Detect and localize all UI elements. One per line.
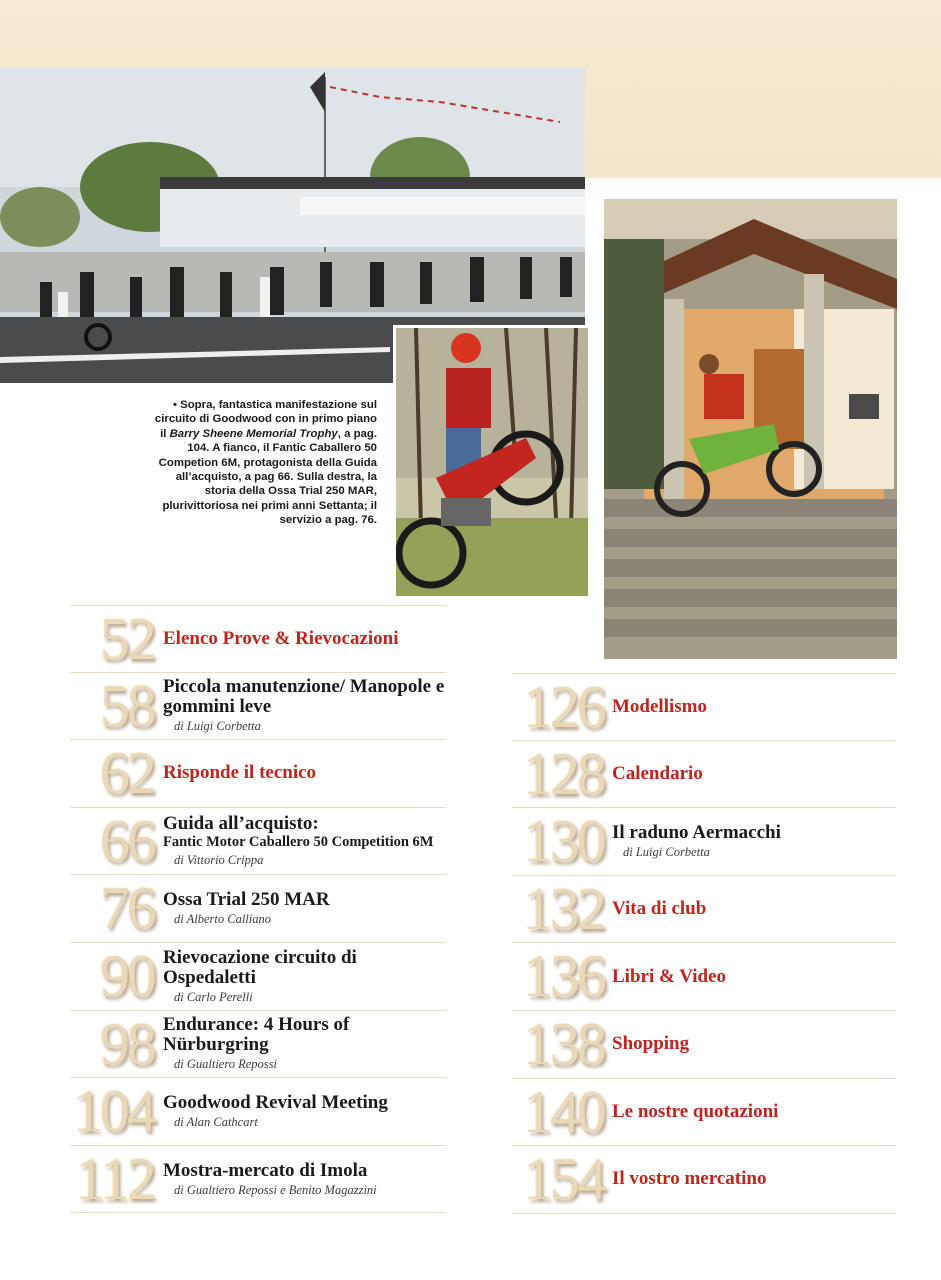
toc-entry[interactable] xyxy=(70,1011,446,1079)
entry-text xyxy=(612,876,896,943)
page-number: 132 xyxy=(523,875,604,942)
caption-italic: Barry Sheene Memorial Trophy xyxy=(169,427,338,440)
page-number: 140 xyxy=(523,1078,604,1145)
page-number: 58 xyxy=(100,672,154,739)
entry-author: di Vittorio Crippa xyxy=(174,853,264,868)
entry-text xyxy=(612,1011,896,1078)
entry-text xyxy=(612,1146,896,1213)
entry-author: di Carlo Perelli xyxy=(174,989,253,1004)
entry-title: Shopping xyxy=(612,1033,690,1055)
page-number: 90 xyxy=(100,942,154,1009)
entry-text xyxy=(163,808,446,875)
entry-text xyxy=(163,673,446,740)
entry-text xyxy=(163,1011,446,1078)
page-number: 52 xyxy=(100,606,154,672)
entry-title: Elenco Prove & Rievocazioni xyxy=(163,627,399,649)
toc-right-column xyxy=(512,673,896,1214)
entry-title: Endurance: 4 Hours of Nürburgring xyxy=(163,1014,350,1056)
entry-title: Modellismo xyxy=(612,695,707,717)
toc-entry[interactable] xyxy=(70,1146,446,1214)
toc-entry[interactable] xyxy=(512,1146,896,1214)
entry-subtitle: Fantic Motor Caballero 50 Competition 6M xyxy=(163,834,434,851)
entry-title: Rievocazione circuito di Ospedaletti xyxy=(163,946,357,988)
entry-text xyxy=(612,741,896,808)
toc-entry[interactable] xyxy=(512,876,896,944)
page-number: 62 xyxy=(100,740,154,807)
entry-title: Risponde il tecnico xyxy=(163,762,317,784)
page-number: 76 xyxy=(100,875,154,942)
toc-entry[interactable] xyxy=(512,1011,896,1079)
page-number: 104 xyxy=(73,1078,154,1145)
entry-text xyxy=(612,808,896,875)
page-number: 154 xyxy=(523,1146,604,1213)
toc-entry[interactable] xyxy=(70,1078,446,1146)
entry-author: di Alan Cathcart xyxy=(174,1114,258,1129)
entry-text xyxy=(612,1079,896,1146)
entry-title: Il vostro mercatino xyxy=(612,1168,767,1190)
page-number: 66 xyxy=(100,807,154,874)
entry-title: Ossa Trial 250 MAR xyxy=(163,889,330,911)
page-number: 136 xyxy=(523,943,604,1010)
entry-text xyxy=(612,943,896,1010)
entry-title: Guida all’acquisto: xyxy=(163,813,319,835)
entry-title: Goodwood Revival Meeting xyxy=(163,1091,388,1113)
entry-title: Le nostre quotazioni xyxy=(612,1100,779,1122)
entry-author: di Alberto Calliano xyxy=(174,912,271,927)
entry-text xyxy=(163,1146,446,1213)
toc-entry[interactable] xyxy=(70,605,446,673)
entry-text xyxy=(163,943,446,1010)
entry-title: Vita di club xyxy=(612,898,707,920)
entry-text xyxy=(163,606,446,672)
toc-entry[interactable] xyxy=(70,875,446,943)
toc-entry[interactable] xyxy=(70,943,446,1011)
caption-text-1: Sopra, fantastica manifestazione sul circuito di Goodwood con in primo piano il xyxy=(154,399,377,440)
toc-entry[interactable] xyxy=(512,808,896,876)
caption-bullet: • xyxy=(172,399,177,411)
toc-entry[interactable] xyxy=(512,1079,896,1147)
entry-text xyxy=(163,740,446,807)
entry-author: di Gualtiero Repossi e Benito Magazzini xyxy=(174,1182,377,1197)
entry-title: Mostra-mercato di Imola xyxy=(163,1159,368,1181)
entry-title: Il raduno Aermacchi xyxy=(612,821,781,843)
fantic-photo xyxy=(393,325,588,596)
page-number: 126 xyxy=(523,674,604,740)
page-number: 138 xyxy=(523,1010,604,1077)
entry-title: Piccola manutenzione/ Manopole e gommini leve xyxy=(163,676,445,718)
entry-author: di Luigi Corbetta xyxy=(174,719,261,734)
toc-left-column xyxy=(70,605,446,1213)
page-number: 128 xyxy=(523,740,604,807)
toc-entry[interactable] xyxy=(70,740,446,808)
ossa-photo xyxy=(604,199,897,659)
toc-entry[interactable] xyxy=(70,808,446,876)
entry-title: Libri & Video xyxy=(612,965,727,987)
entry-text xyxy=(612,674,896,740)
photo-caption xyxy=(150,398,377,528)
toc-entry[interactable] xyxy=(512,943,896,1011)
entry-author: di Luigi Corbetta xyxy=(623,844,710,859)
entry-title: Calendario xyxy=(612,762,703,784)
entry-text xyxy=(163,1078,446,1145)
caption-text-2: , a pag. 104. A fianco, il Fantic Caballero 50 Competion 6M, protagonista della Guida all’acquisto, a pag 66. Sulla destra, la storia della Ossa Trial 250 MAR, plurivittoriosa nei primi anni Settanta; il servizio a pag. 76. xyxy=(158,427,377,527)
entry-text xyxy=(163,875,446,942)
entry-author: di Gualtiero Repossi xyxy=(174,1057,278,1072)
page-number: 98 xyxy=(100,1010,154,1077)
page-number: 130 xyxy=(523,808,604,875)
toc-entry[interactable] xyxy=(512,673,896,741)
page-number: 112 xyxy=(75,1145,154,1212)
toc-entry[interactable] xyxy=(512,741,896,809)
toc-entry[interactable] xyxy=(70,673,446,741)
